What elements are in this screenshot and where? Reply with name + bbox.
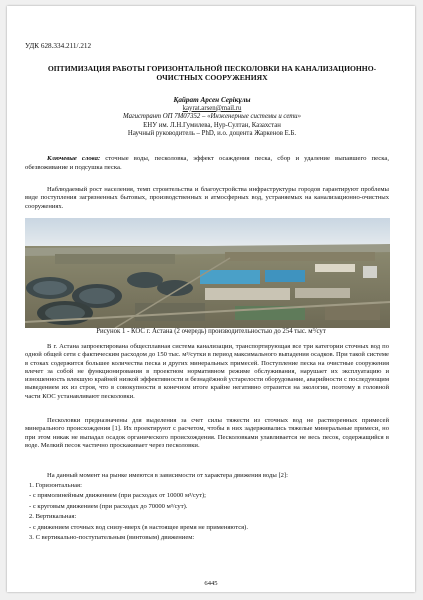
author-block [87,96,337,139]
document-page [7,6,415,592]
paragraph-sand-traps: Песколовки предназначены для выделения за счет силы тяжести из сточных вод не растворенных примесей минерального происхождения [1]. Их проектируют с расчетом, чтобы в них задерживались тяжелые минеральные примеси, но при этом никак не выпадал осадок органического происхождения. Песколовками улавливается не весь песок, содержащийся в воде. Мелкий песок частично проскакивает через песколовки. [25,417,389,449]
list-item: - с прямолинейным движением (при расходах от 10000 м³/сут); [29,492,206,499]
paper-title: ОПТИМИЗАЦИЯ РАБОТЫ ГОРИЗОНТАЛЬНОЙ ПЕСКОЛОВКИ НА КАНАЛИЗАЦИОННО-ОЧИСТНЫХ СООРУЖЕНИЯХ [47,64,377,83]
aerial-photo-illustration [25,218,390,328]
list-item: 3. С вертикально-поступательным (винтовым) движением: [29,534,195,541]
paragraph-sewer-system: В г. Астана запроектирована общесплавная система канализации, транспортирующая все три категории сточных вод по одной общей сети с фактическим расходом до 150 тыс. м³/сутки в период максимального выпадения осадков. При такой системе в стоках содержится большее количества песка и других минеральных примесей. Поступление песка на очистные сооружения влечет за собой не функционирования в проектном нормативном режиме обслуживания, нарушает их эксплуатацию и изношенность влекшую крайней низкой эффективности и безнадёжной устарелости оборудование, аварийности с последующим выведением их из строя, что в совокупности в конечном итоге крайне негативно отразится на экологии, поэтому в головной части КОС устанавливают песколовки. [25,343,389,400]
list-item: - с круговым движением (при расходах до 70000 м³/сут). [29,503,188,510]
author-supervisor: Научный руководитель – PhD, и.о. доцента Жаркенов Е.Б. [127,130,297,138]
paragraph-intro: Наблюдаемый рост населения, темп строительства и благоустройства инфраструктуры городов гарантируют проблемы виде поступления загрязненных бытовых, производственных и атмосферных вод, устраняемых на канализационно-очистных сооружениях. [25,186,389,210]
author-program: Магистрант ОП 7М07352 – «Инженерные системы и сети» [123,113,301,121]
udk-code: УДК 628.334.211/.212 [25,42,92,50]
author-university: ЕНУ им. Л.Н.Гумилева, Нур-Султан, Казахстан [143,121,281,129]
figure-aerial-photo [25,218,390,328]
figure-caption: Рисунок 1 - КОС г. Астана (2 очередь) производительностью до 254 тыс. м³/сут [96,328,326,335]
author-email-link[interactable]: kayrat.arsen@mail.ru [182,104,242,112]
paragraph-market: На данный момент на рынке имеются в зависимости от характера движения воды [2]: [47,472,288,479]
list-item: 1. Горизонтальная: [29,482,82,489]
author-name: Қайрат Арсен Серікұлы [173,96,251,104]
page-number: 6445 [204,580,218,587]
list-item: - с движением сточных вод снизу-вверх (в настоящее время не применяются). [29,524,248,531]
keywords [25,155,389,172]
keywords-text: сточные воды, песколовка, эффект осаждения песка, сбор и удаление выпавшего песка, обезвоживание и подсушка песка. [25,155,389,171]
list-item: 2. Вертикальная: [29,513,77,520]
keywords-label: Ключевые слова: [47,155,101,162]
